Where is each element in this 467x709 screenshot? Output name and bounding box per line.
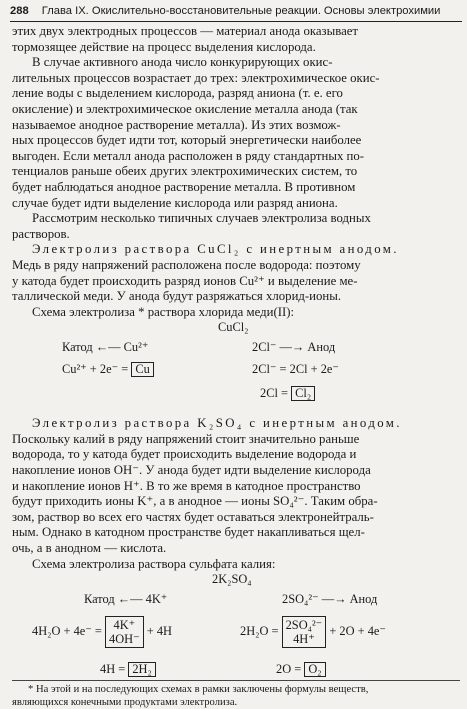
text-line: накопление ионов OH⁻. У анода будет идти выделение кислорода xyxy=(12,463,371,478)
product-box-h2so4 xyxy=(282,616,327,648)
text-line: выгоден. Если металл анода расположен в ряду стандартных по- xyxy=(12,148,365,163)
scheme-1-caption: Схема электролиза * раствора хлорида меди(II): xyxy=(32,304,295,319)
text-line: окисление) и электрохимическое окисление металла анода (так xyxy=(12,101,358,116)
scheme-cucl2 xyxy=(12,320,460,414)
equation-left: Cu²⁺ + 2e⁻ = xyxy=(62,362,129,377)
paragraph-5 xyxy=(12,416,460,556)
scheme-k2so4 xyxy=(12,572,460,690)
salt-formula: CuCl₂ xyxy=(218,320,249,335)
section-heading-line: Электролиз раствора K₂SO₄ с инертным анодом. xyxy=(32,416,402,431)
scheme-2-caption: Схема электролиза раствора сульфата калия: xyxy=(32,556,276,571)
salt-formula: 2K₂SO₄ xyxy=(212,572,252,587)
equation-left: 4H₂O + 4e⁻ = xyxy=(32,624,102,639)
product-box-koh xyxy=(105,616,144,648)
anode-equation xyxy=(240,614,386,648)
box-line-top: 4K⁺ xyxy=(113,618,136,633)
text-line: случае будет идти выделение кислорода или разряд аниона. xyxy=(12,195,338,210)
paragraph-1 xyxy=(12,24,460,55)
footnote-line: являющихся конечными продуктами электролиза. xyxy=(12,696,238,708)
page-body xyxy=(12,24,460,690)
text-line: тормозящее действие на процесс выделения кислорода. xyxy=(12,39,316,54)
product-box-cl2: Cl₂ xyxy=(291,386,315,401)
text-line: ным. Однако в катодном пространстве будет накапливаться щел- xyxy=(12,525,365,540)
text-line: очь, а в анодном — кислота. xyxy=(12,541,167,556)
product-box-cu: Cu xyxy=(131,362,153,377)
cathode-equation xyxy=(62,362,154,377)
paragraph-4 xyxy=(12,242,460,304)
hydrogen-equation xyxy=(100,662,156,677)
running-header xyxy=(10,3,462,22)
text-line: водорода, то у катода будет происходить выделение водорода и xyxy=(12,447,357,462)
equation-right: + 4H xyxy=(146,624,173,639)
anode-equation-2 xyxy=(260,386,315,401)
text-line: называемое анодное растворение металла). Из этих возмож- xyxy=(12,117,341,132)
footnote xyxy=(12,680,460,709)
box-line-top: 2SO₄²⁻ xyxy=(285,618,323,633)
cathode-equation xyxy=(32,614,172,648)
anode-label: 2Cl⁻ —→ Анод xyxy=(252,340,336,355)
running-title: Глава IX. Окислительно-восстановительные реакции. Основы электрохимии xyxy=(41,5,441,17)
paragraph-3 xyxy=(12,211,460,242)
text-line: В случае активного анода число конкурирующих окис- xyxy=(32,55,333,70)
box-line-bottom: 4H⁺ xyxy=(293,632,315,647)
text-line: Поскольку калий в ряду напряжений стоит значительно раньше xyxy=(12,431,360,446)
equation-left: 2O = xyxy=(276,662,302,677)
text-line: растворов. xyxy=(12,226,70,241)
oxygen-equation xyxy=(276,662,326,677)
paragraph-2 xyxy=(12,55,460,211)
section-heading-line: Электролиз раствора CuCl₂ с инертным анодом. xyxy=(32,242,399,257)
text-line: ление воды с выделением кислорода, разряд аниона (т. е. его xyxy=(12,86,343,101)
product-box-h2: 2H₂ xyxy=(128,662,155,677)
text-line: и накопление ионов H⁺. В то же время в катодное пространство xyxy=(12,478,361,493)
text-line: Рассмотрим несколько типичных случаев электролиза водных xyxy=(32,211,371,226)
cathode-label: Катод ←— 4K⁺ xyxy=(84,592,168,607)
product-box-o2: O₂ xyxy=(304,662,325,677)
cathode-label: Катод ←— Cu²⁺ xyxy=(62,340,149,355)
anode-equation-1: 2Cl⁻ = 2Cl + 2e⁻ xyxy=(252,362,339,377)
page-number: 288 xyxy=(10,5,29,17)
text-line: тенциалов раньше обеих других электрохимических систем, то xyxy=(12,164,358,179)
box-line-bottom: 4OH⁻ xyxy=(109,632,140,647)
equation-left: 4H = xyxy=(100,662,126,677)
equation-left: 2Cl = xyxy=(260,386,288,401)
text-line: Медь в ряду напряжений расположена после водорода: поэтому xyxy=(12,257,361,272)
text-line: ных процессов будет идти тот, который энергетически наиболее xyxy=(12,133,362,148)
text-line: лительных процессов возрастает до трех: электрохимическое окис- xyxy=(12,70,380,85)
text-line: этих двух электродных процессов — материал анода оказывает xyxy=(12,24,359,38)
text-line: таллической меди. У анода будут разряжаться хлорид-ионы. xyxy=(12,289,342,304)
text-line: у катода будет происходить разряд ионов Cu²⁺ и выделение ме- xyxy=(12,273,358,288)
anode-label: 2SO₄²⁻ —→ Анод xyxy=(282,592,378,607)
footnote-line: * На этой и на последующих схемах в рамки заключены формулы веществ, xyxy=(28,684,369,695)
text-line: зом, раствор во всех его частях будет оставаться электронейтраль- xyxy=(12,509,374,524)
equation-right: + 2O + 4e⁻ xyxy=(329,624,386,639)
equation-left: 2H₂O = xyxy=(240,624,279,639)
text-line: будут приходить ионы K⁺, а в анодное — ионы SO₄²⁻. Таким обра- xyxy=(12,494,378,509)
text-line: будет наблюдаться анодное растворение металла. В противном xyxy=(12,179,356,194)
